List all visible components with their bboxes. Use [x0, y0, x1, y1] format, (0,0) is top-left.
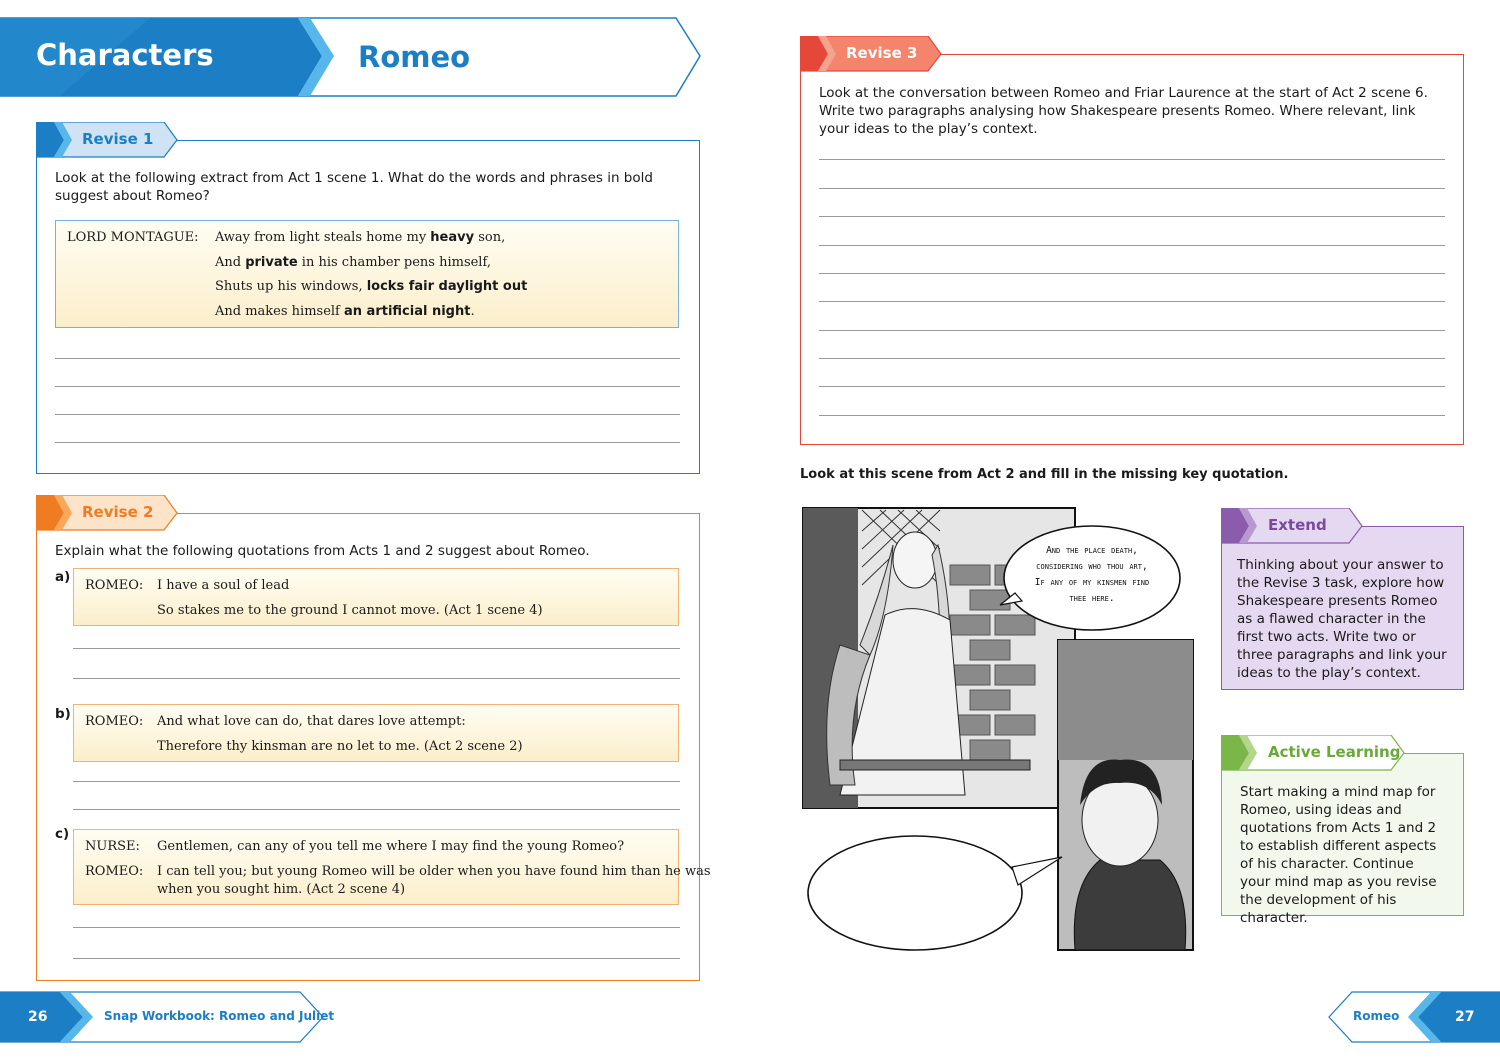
answer-line[interactable]: [819, 216, 1445, 217]
quote-line: I can tell you; but young Romeo will be older when you have found him than he was: [157, 864, 711, 879]
answer-line[interactable]: [819, 159, 1445, 160]
speaker-label: ROMEO:: [85, 714, 144, 729]
revise1-tag: Revise 1: [82, 130, 154, 148]
answer-line[interactable]: [55, 442, 680, 443]
quote-line: Therefore thy kinsman are no let to me. (Act 2 scene 2): [157, 739, 523, 754]
quote-line: when you sought him. (Act 2 scene 4): [157, 882, 406, 897]
chapter-title: Romeo: [1353, 1009, 1400, 1023]
revise1-extract: [55, 220, 679, 328]
speech-line: If any of my kinsmen find: [1034, 577, 1150, 588]
revise2-tag: Revise 2: [82, 503, 154, 521]
answer-line[interactable]: [73, 648, 680, 649]
answer-line[interactable]: [55, 358, 680, 359]
active-learning-text: Start making a mind map for Romeo, using ideas and quotations from Acts 1 and 2 to establish different aspects of his character. Continue your mind map as you revise the development of his character.: [1240, 784, 1437, 926]
section-title: Characters: [36, 38, 214, 72]
revise1-prompt: Look at the following extract from Act 1 scene 1. What do the words and phrases in bold suggest about Romeo?: [55, 170, 653, 204]
quote-a: [73, 568, 679, 626]
extend-tag: Extend: [1268, 516, 1327, 534]
answer-line[interactable]: [819, 245, 1445, 246]
revise3-prompt: Look at the conversation between Romeo and Friar Laurence at the start of Act 2 scene 6. Write two paragraphs analysing how Shakespeare presents Romeo. Where relevant, link your ideas to the play’s context.: [819, 85, 1428, 137]
speech-line: thee here.: [1069, 593, 1115, 604]
page-number-right: 27: [1455, 1009, 1475, 1025]
speaker-label: LORD MONTAGUE:: [67, 230, 199, 245]
answer-line[interactable]: [819, 386, 1445, 387]
question-b-label: b): [55, 706, 71, 722]
speaker-label: ROMEO:: [85, 864, 144, 879]
answer-line[interactable]: [819, 188, 1445, 189]
answer-line[interactable]: [55, 386, 680, 387]
quote-line: Gentlemen, can any of you tell me where I may find the young Romeo?: [157, 839, 625, 854]
quote-line: So stakes me to the ground I cannot move. (Act 1 scene 4): [157, 603, 543, 618]
book-title: Snap Workbook: Romeo and Juliet: [104, 1009, 335, 1023]
missing-quotation-bubble[interactable]: [815, 840, 1015, 940]
revise2-prompt: Explain what the following quotations from Acts 1 and 2 suggest about Romeo.: [55, 543, 590, 559]
answer-line[interactable]: [819, 358, 1445, 359]
speech-bubble-text: [1012, 543, 1172, 607]
extract-line-1: Away from light steals home my heavy son,: [215, 230, 506, 245]
answer-line[interactable]: [819, 301, 1445, 302]
speaker-label: NURSE:: [85, 839, 140, 854]
answer-line[interactable]: [819, 330, 1445, 331]
answer-line[interactable]: [73, 958, 680, 959]
answer-line[interactable]: [819, 273, 1445, 274]
active-learning-tag: Active Learning: [1268, 743, 1401, 761]
quote-line: And what love can do, that dares love attempt:: [157, 714, 466, 729]
scene-instruction: Look at this scene from Act 2 and fill in the missing key quotation.: [800, 467, 1289, 482]
quote-line: I have a soul of lead: [157, 578, 290, 593]
speech-line: considering who thou art,: [1036, 561, 1148, 572]
answer-line[interactable]: [73, 781, 680, 782]
answer-line[interactable]: [55, 414, 680, 415]
extract-line-2: And private in his chamber pens himself,: [215, 255, 491, 270]
question-c-label: c): [55, 826, 70, 842]
speech-line: And the place death,: [1046, 545, 1138, 556]
page-number-left: 26: [28, 1009, 48, 1025]
question-a-label: a): [55, 569, 71, 585]
answer-line[interactable]: [73, 678, 680, 679]
answer-line[interactable]: [73, 809, 680, 810]
quote-c: [73, 829, 711, 905]
answer-line[interactable]: [819, 415, 1445, 416]
extract-line-4: And makes himself an artificial night.: [215, 304, 475, 319]
revise3-tag: Revise 3: [846, 44, 918, 62]
extend-text: Thinking about your answer to the Revise 3 task, explore how Shakespeare presents Romeo as a flawed character in the first two acts. Write two or three paragraphs and link your ideas to the play’s context.: [1237, 557, 1447, 681]
speaker-label: ROMEO:: [85, 578, 144, 593]
quote-b: [73, 704, 679, 762]
page-title: Romeo: [358, 40, 471, 74]
extract-line-3: Shuts up his windows, locks fair daylight out: [215, 279, 528, 294]
answer-line[interactable]: [73, 927, 680, 928]
